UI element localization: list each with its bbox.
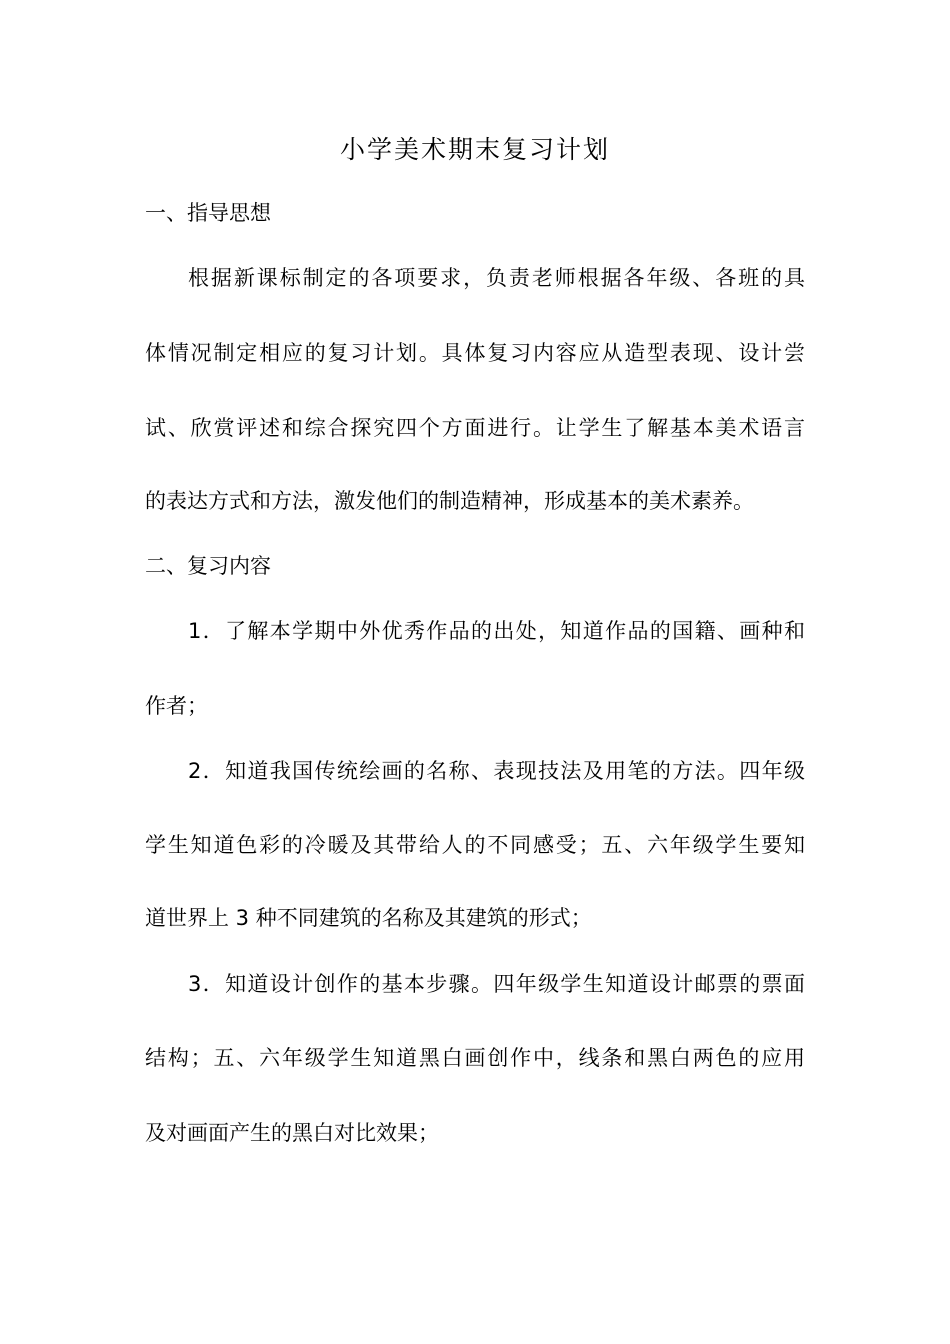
list-item-line: 3．知道设计创作的基本步骤。四年级学生知道设计邮票的票面 — [188, 972, 805, 996]
paragraph-line: 试、欣赏评述和综合探究四个方面进行。让学生了解基本美术语言 — [145, 416, 805, 440]
list-item-line: 结构；五、六年级学生知道黑白画创作中，线条和黑白两色的应用 — [145, 1046, 805, 1070]
section-heading-review-content: 二、复习内容 — [145, 554, 271, 578]
paragraph-line: 的表达方式和方法，激发他们的制造精神，形成基本的美术素养。 — [145, 489, 754, 513]
list-item-line: 作者； — [145, 694, 208, 718]
list-item-line: 2．知道我国传统绘画的名称、表现技法及用笔的方法。四年级 — [188, 759, 805, 783]
list-item-line: 1．了解本学期中外优秀作品的出处，知道作品的国籍、画种和 — [188, 619, 805, 643]
section-heading-guiding-thought: 一、指导思想 — [145, 201, 271, 225]
paragraph-line: 体情况制定相应的复习计划。具体复习内容应从造型表现、设计尝 — [145, 341, 805, 365]
list-item-line: 道世界上 3 种不同建筑的名称及其建筑的形式； — [145, 906, 592, 930]
document-title: 小学美术期末复习计划 — [339, 135, 610, 164]
paragraph-line: 根据新课标制定的各项要求，负责老师根据各年级、各班的具 — [188, 266, 805, 290]
list-item-line: 及对画面产生的黑白对比效果； — [145, 1121, 439, 1145]
list-item-line: 学生知道色彩的冷暖及其带给人的不同感受；五、六年级学生要知 — [145, 833, 805, 857]
